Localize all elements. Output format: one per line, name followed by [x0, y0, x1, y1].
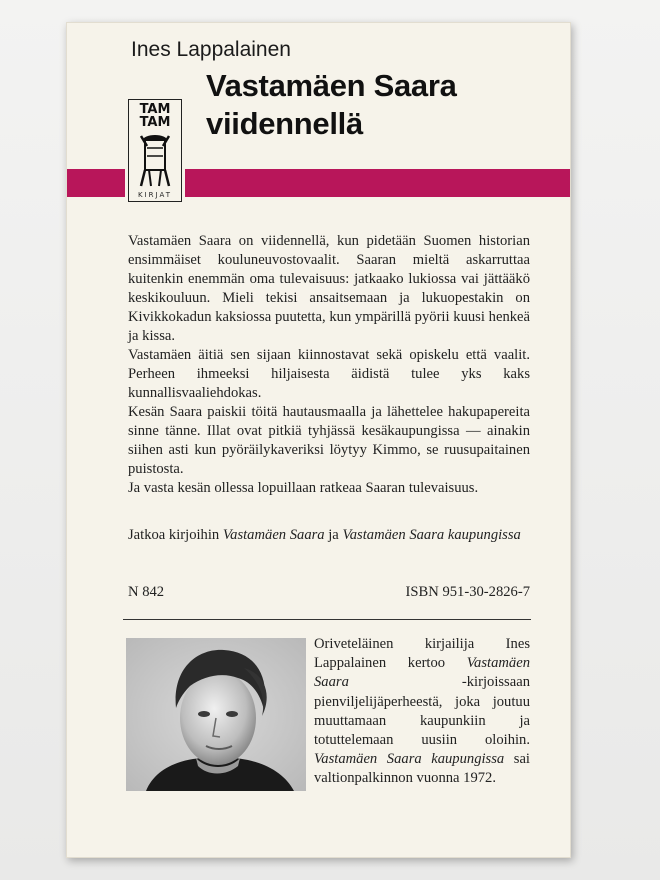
blurb: [128, 232, 530, 498]
series-code: N 842: [128, 584, 165, 600]
magenta-stripe-left: [67, 169, 125, 197]
magenta-stripe-right: [185, 169, 570, 197]
blurb-paragraph: Vastamäen Saara on viidennellä, kun pidetään Suomen historian ensimmäiset kouluneuvostovaalit. Saaran mieltä askarruttaa kuitenkin enemmän oma tulevaisuus: jatkaako lukiossa vai jättääkö keskikouluun. Mieli tekisi ansaitsemaan ja lukuopestakin on Kivikkokadun kaksiossa puutetta, kun ympärillä pyörii kuusi henkeä ja kissa.: [128, 233, 530, 344]
title-line-1: Vastamäen Saara: [206, 68, 457, 103]
book-back-cover: [66, 22, 571, 858]
isbn: ISBN 951-30-2826-7: [405, 584, 530, 600]
bio-part-2: -kirjoissaan pienviljelijäperheestä, joka joutuu muuttamaan kaupunkiin ja totuttelemaan uusiin oloihin.: [314, 674, 530, 749]
blurb-paragraph: Ja vasta kesän ollessa lopuillaan ratkeaa Saaran tulevaisuus.: [128, 480, 479, 496]
cont-join: ja: [324, 527, 343, 543]
author-bio: [314, 635, 530, 789]
drum-figure-icon: [137, 132, 173, 188]
book-title: [206, 67, 457, 143]
bio-book-1: Vastamäen Saara: [314, 655, 530, 691]
catalog-codes: [128, 584, 530, 601]
logo-text-mid: TAM: [139, 115, 171, 130]
bio-part-3: sai valtionpalkinnon vuonna 1972.: [314, 751, 530, 787]
cont-prefix: Jatkoa kirjoihin: [128, 527, 223, 543]
divider: [123, 619, 531, 620]
series-continuation-note: [128, 526, 530, 545]
bio-book-2: Vastamäen Saara kaupungissa: [314, 751, 505, 768]
portrait-image: [126, 638, 306, 791]
cont-book-2: Vastamäen Saara kaupungissa: [342, 527, 521, 543]
cont-book-1: Vastamäen Saara: [222, 527, 325, 543]
title-line-2: viidennellä: [206, 106, 363, 141]
logo-text-bottom: KIRJAT: [138, 191, 172, 199]
logo-text-top: TAM: [139, 102, 171, 117]
author-portrait: [126, 638, 306, 791]
tamtam-publisher-logo: [128, 99, 182, 202]
blurb-paragraph: Vastamäen äitiä sen sijaan kiinnostavat sekä opiskelu että vaalit. Perheen ihmeeksi hiljaisesta äidistä tulee yks kaks kunnallisvaaliehdokas.: [128, 347, 530, 401]
bio-part-1: Oriveteläinen kirjailija Ines Lappalainen kertoo: [314, 636, 530, 672]
blurb-paragraph: Kesän Saara paiskii töitä hautausmaalla ja lähettelee hakupapereita sinne tänne. Illat ovat pitkiä tyhjässä kesäkaupungissa — ainakin siihen asti kun pyöräilykaveriksi löytyy Kimmo, se ruusupaitainen puistosta.: [128, 404, 530, 477]
author-name: Ines Lappalainen: [131, 38, 291, 61]
